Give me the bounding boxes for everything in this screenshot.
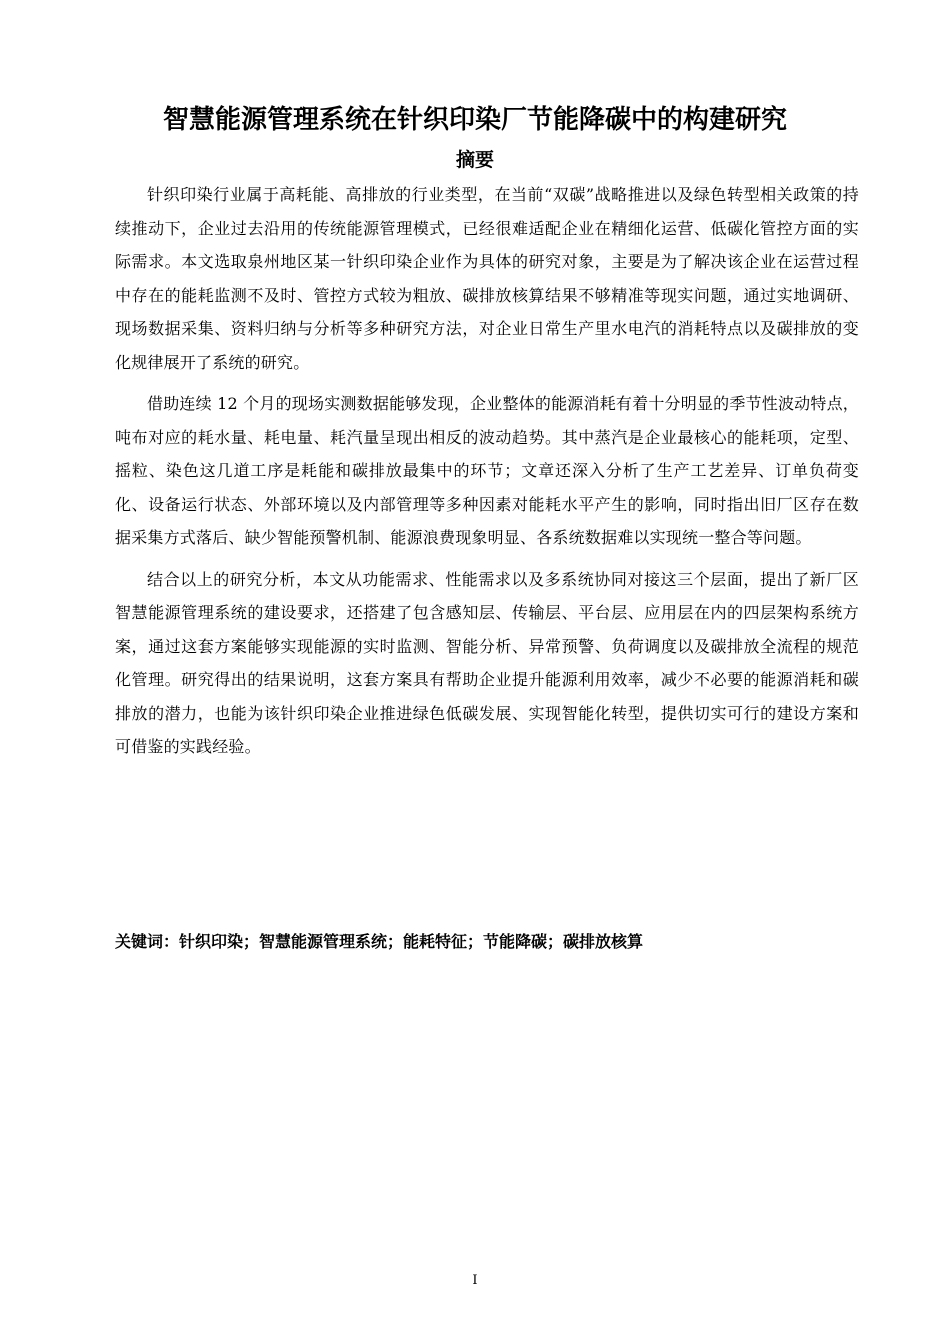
abstract-paragraph-2: 借助连续 12 个月的现场实测数据能够发现，企业整体的能源消耗有着十分明显的季节性波动特点，吨布对应的耗水量、耗电量、耗汽量呈现出相反的波动趋势。其中蒸汽是企业最核心的能耗项，定型、摇粒、染色这几道工序是耗能和碳排放最集中的环节；文章还深入分析了生产工艺差异、订单负荷变化、设备运行状态、外部环境以及内部管理等多种因素对能耗水平产生的影响，同时指出旧厂区存在数据采集方式落后、缺少智能预警机制、能源浪费现象明显、各系统数据难以实现统一整合等问题。 — [115, 394, 859, 547]
abstract-paragraph-1: 针织印染行业属于高耗能、高排放的行业类型，在当前“双碳”战略推进以及绿色转型相关政策的持续推动下，企业过去沿用的传统能源管理模式，已经很难适配企业在精细化运营、低碳化管控方面的实际需求。本文选取泉州地区某一针织印染企业作为具体的研究对象，主要是为了解决该企业在运营过程中存在的能耗监测不及时、管控方式较为粗放、碳排放核算结果不够精准等现实问题，通过实地调研、现场数据采集、资料归纳与分析等多种研究方法，对企业日常生产里水电汽的消耗特点以及碳排放的变化规律展开了系统的研究。 — [115, 185, 859, 372]
abstract-heading: 摘要 — [455, 149, 494, 171]
keywords-line: 关键词：针织印染；智慧能源管理系统；能耗特征；节能降碳；碳排放核算 — [115, 932, 644, 951]
page-number: I — [472, 1273, 478, 1288]
abstract-body — [115, 178, 859, 764]
abstract-paragraph-3: 结合以上的研究分析，本文从功能需求、性能需求以及多系统协同对接这三个层面，提出了新厂区智慧能源管理系统的建设要求，还搭建了包含感知层、传输层、平台层、应用层在内的四层架构系统方案，通过这套方案能够实现能源的实时监测、智能分析、异常预警、负荷调度以及碳排放全流程的规范化管理。研究得出的结果说明，这套方案具有帮助企业提升能源利用效率，减少不必要的能源消耗和碳排放的潜力，也能为该针织印染企业推进绿色低碳发展、实现智能化转型，提供切实可行的建设方案和可借鉴的实践经验。 — [115, 569, 859, 756]
paper-title: 智慧能源管理系统在针织印染厂节能降碳中的构建研究 — [162, 105, 787, 135]
